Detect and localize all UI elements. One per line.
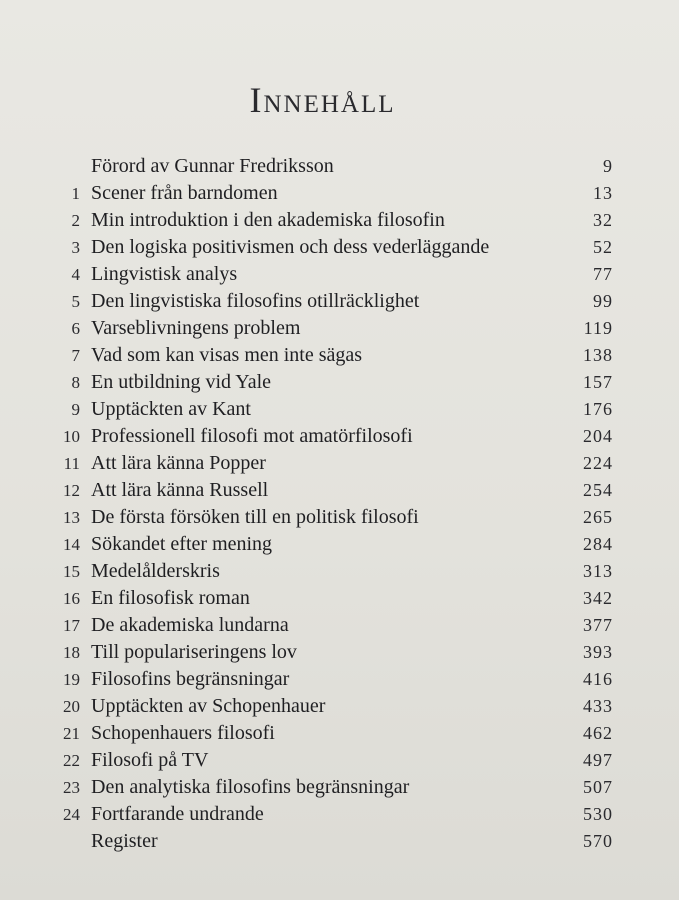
chapter-number: 8 (71, 373, 80, 392)
toc-entry (0, 261, 679, 288)
toc-entry (0, 639, 679, 666)
toc-entry (0, 153, 679, 180)
chapter-number: 1 (71, 184, 80, 203)
chapter-title: De akademiska lundarna (91, 614, 289, 636)
chapter-number: 20 (63, 697, 80, 716)
chapter-title: Sökandet efter mening (91, 533, 273, 555)
chapter-number: 6 (71, 319, 80, 338)
toc-entry (0, 531, 679, 558)
toc-entry (0, 558, 679, 585)
chapter-title: Medelålderskris (91, 560, 220, 582)
page-number: 9 (603, 156, 613, 176)
page-number: 138 (583, 345, 613, 365)
chapter-number: 3 (71, 238, 80, 257)
chapter-title: Filosofins begränsningar (91, 668, 290, 690)
toc-entry (0, 423, 679, 450)
page-number: 265 (583, 507, 613, 527)
toc-entry (0, 801, 679, 828)
toc-entry (0, 180, 679, 207)
page-number: 119 (583, 318, 613, 338)
toc-entry (0, 612, 679, 639)
page-number: 176 (583, 399, 613, 419)
toc-entry (0, 504, 679, 531)
page-number: 530 (583, 804, 613, 824)
toc-entry (0, 477, 679, 504)
toc-entry (0, 234, 679, 261)
page-title: Innehåll (249, 80, 396, 121)
chapter-title: Register (91, 830, 158, 852)
chapter-title: En filosofisk roman (91, 587, 250, 609)
page-number: 77 (593, 264, 613, 284)
toc-entry (0, 774, 679, 801)
page-number: 462 (583, 723, 613, 743)
page-number: 507 (583, 777, 613, 797)
page-number: 393 (583, 642, 613, 662)
chapter-title: Upptäckten av Kant (91, 398, 251, 420)
page-number: 13 (593, 183, 613, 203)
toc-entry (0, 396, 679, 423)
chapter-title: Att lära känna Popper (91, 452, 266, 474)
chapter-title: De första försöken till en politisk filosofi (91, 506, 419, 528)
chapter-title: Den analytiska filosofins begränsningar (91, 776, 410, 798)
toc-entry (0, 342, 679, 369)
page-number: 157 (583, 372, 613, 392)
page-number: 497 (583, 750, 613, 770)
chapter-number: 23 (63, 778, 80, 797)
chapter-number: 9 (71, 400, 80, 419)
toc-entry (0, 369, 679, 396)
toc-entry (0, 666, 679, 693)
chapter-title: Min introduktion i den akademiska filosofin (91, 209, 445, 231)
toc-entry (0, 450, 679, 477)
chapter-number: 21 (63, 724, 80, 743)
toc-entry (0, 207, 679, 234)
chapter-title: Till populariseringens lov (91, 641, 297, 663)
toc-entry (0, 828, 679, 855)
toc-entry (0, 720, 679, 747)
chapter-title: Scener från barndomen (91, 182, 278, 204)
chapter-title: Fortfarande undrande (91, 803, 264, 825)
page-number: 416 (583, 669, 613, 689)
chapter-number: 2 (71, 211, 80, 230)
chapter-title: Filosofi på TV (91, 749, 209, 771)
chapter-title: Upptäckten av Schopenhauer (91, 695, 326, 717)
chapter-title: En utbildning vid Yale (91, 371, 272, 393)
toc-entry (0, 747, 679, 774)
chapter-number: 7 (71, 346, 80, 365)
chapter-number: 5 (71, 292, 80, 311)
page-number: 99 (593, 291, 613, 311)
chapter-title: Professionell filosofi mot amatörfilosofi (91, 425, 413, 447)
page-number: 377 (583, 615, 613, 635)
chapter-number: 18 (63, 643, 80, 662)
toc-entry (0, 585, 679, 612)
page-number: 224 (583, 453, 613, 473)
chapter-title: Att lära känna Russell (91, 479, 269, 501)
chapter-number: 24 (63, 805, 80, 824)
page-number: 313 (583, 561, 613, 581)
toc-entry (0, 315, 679, 342)
chapter-title: Den lingvistiska filosofins otillräcklighet (91, 290, 420, 312)
chapter-title: Den logiska positivismen och dess vederläggande (91, 236, 490, 258)
chapter-number: 22 (63, 751, 80, 770)
chapter-number: 11 (63, 454, 80, 473)
chapter-title: Varseblivningens problem (91, 317, 301, 339)
chapter-number: 16 (63, 589, 80, 608)
chapter-number: 13 (63, 508, 80, 527)
page-number: 342 (583, 588, 613, 608)
page-number: 52 (593, 237, 613, 257)
page-number: 433 (583, 696, 613, 716)
page-number: 204 (583, 426, 613, 446)
toc-entry (0, 693, 679, 720)
chapter-number: 17 (63, 616, 80, 635)
page-number: 32 (593, 210, 613, 230)
page-number: 254 (583, 480, 613, 500)
chapter-title: Förord av Gunnar Fredriksson (91, 155, 334, 177)
page-number: 570 (583, 831, 613, 851)
toc-entry (0, 288, 679, 315)
chapter-number: 15 (63, 562, 80, 581)
chapter-title: Lingvistisk analys (91, 263, 238, 285)
chapter-title: Schopenhauers filosofi (91, 722, 275, 744)
chapter-number: 12 (63, 481, 80, 500)
chapter-number: 10 (63, 427, 80, 446)
chapter-title: Vad som kan visas men inte sägas (91, 344, 363, 366)
chapter-number: 19 (63, 670, 80, 689)
chapter-number: 14 (63, 535, 80, 554)
page-number: 284 (583, 534, 613, 554)
chapter-number: 4 (71, 265, 80, 284)
